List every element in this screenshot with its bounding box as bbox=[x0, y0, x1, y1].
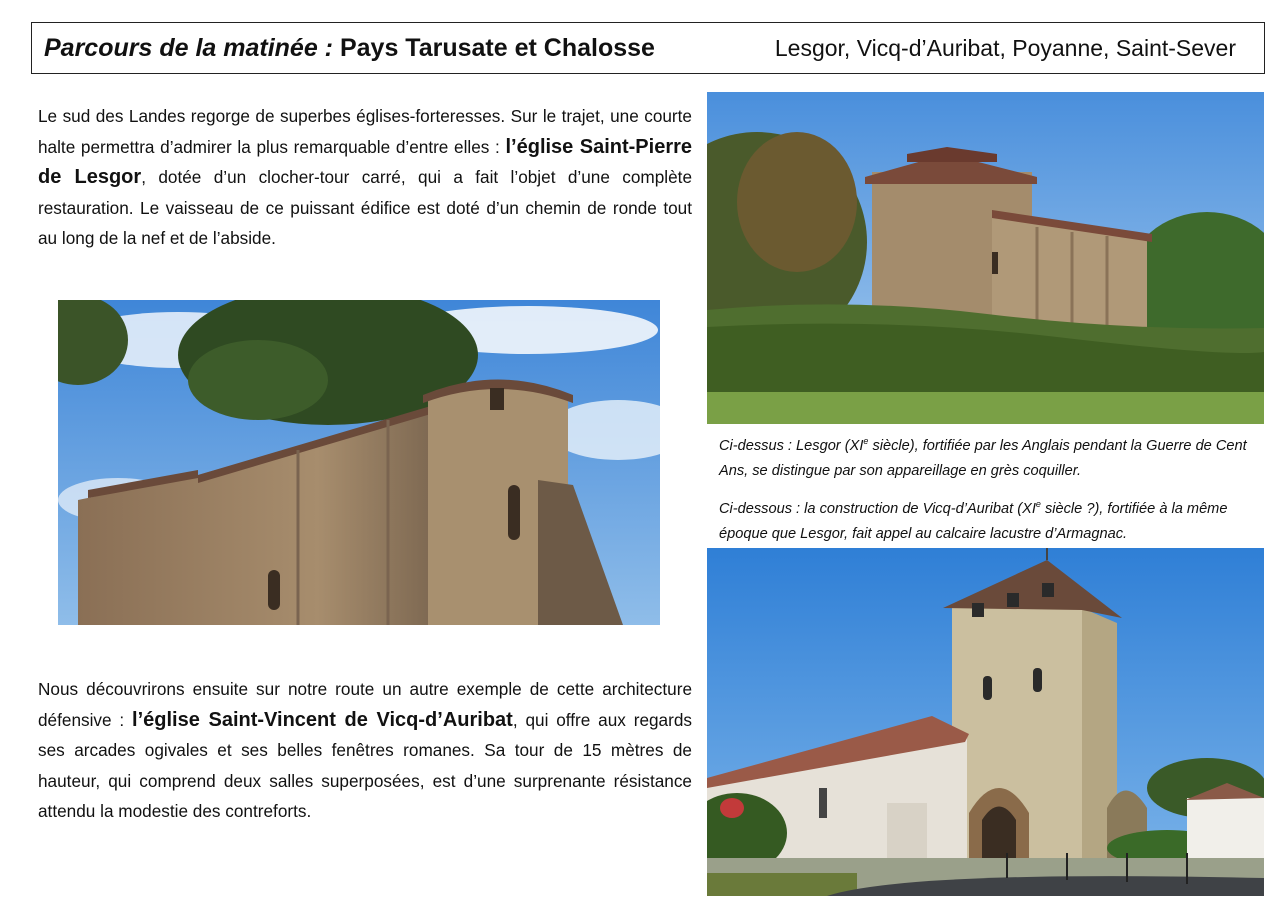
second-paragraph bbox=[38, 674, 692, 827]
page-title bbox=[44, 34, 655, 63]
caption1-after: siècle), fortifiée par les Anglais pendant la Guerre de Cent Ans, se distingue par son appareillage en grès coquiller. bbox=[719, 437, 1247, 479]
lesgor-apse-photo bbox=[58, 300, 660, 625]
caption1-sup: e bbox=[863, 436, 869, 446]
caption-vicq bbox=[719, 492, 1259, 547]
caption2-before: Ci-dessous : la construction de Vicq-d’Auribat (XI bbox=[719, 500, 1036, 517]
intro-paragraph bbox=[38, 101, 692, 254]
para1-text-before: Le sud des Landes regorge de superbes églises-forteresses. Sur le trajet, une courte halte permettra d’admirer la plus remarquable d’entre elles : bbox=[38, 106, 692, 157]
lesgor-church-photo bbox=[707, 92, 1264, 424]
para1-text-after: , dotée d’un clocher-tour carré, qui a fait l’objet d’une complète restauration. Le vaisseau de ce puissant édifice est doté d’un chemin de ronde tout au long de la nef et de l’abside. bbox=[38, 167, 693, 248]
places-list: Lesgor, Vicq-d’Auribat, Poyanne, Saint-Sever bbox=[774, 34, 1236, 61]
title-italic: Parcours de la matinée : bbox=[44, 33, 334, 62]
para1-church-name: l’église Saint-Pierre de Lesgor bbox=[38, 135, 693, 188]
caption2-sup: e bbox=[1035, 499, 1041, 509]
caption-lesgor bbox=[719, 429, 1259, 484]
vicq-church-photo bbox=[707, 548, 1264, 896]
title-rest: Pays Tarusate et Chalosse bbox=[333, 33, 655, 62]
caption2-after: siècle ?), fortifiée à la même époque que Lesgor, fait appel au calcaire lacustre d’Armagnac. bbox=[719, 500, 1228, 542]
page-header bbox=[31, 22, 1265, 74]
para2-text-after: , qui offre aux regards ses arcades ogivales et ses belles fenêtres romanes. Sa tour de 15 mètres de hauteur, qui comprend deux salles superposées, est d’une surprenante résistance attendu la modestie des contreforts. bbox=[38, 709, 692, 821]
para2-text-before: Nous découvrirons ensuite sur notre route un autre exemple de cette architecture défensive : bbox=[38, 679, 692, 730]
caption1-before: Ci-dessus : Lesgor (XI bbox=[719, 437, 864, 454]
para2-church-name: l’église Saint-Vincent de Vicq-d’Auribat bbox=[132, 708, 513, 731]
